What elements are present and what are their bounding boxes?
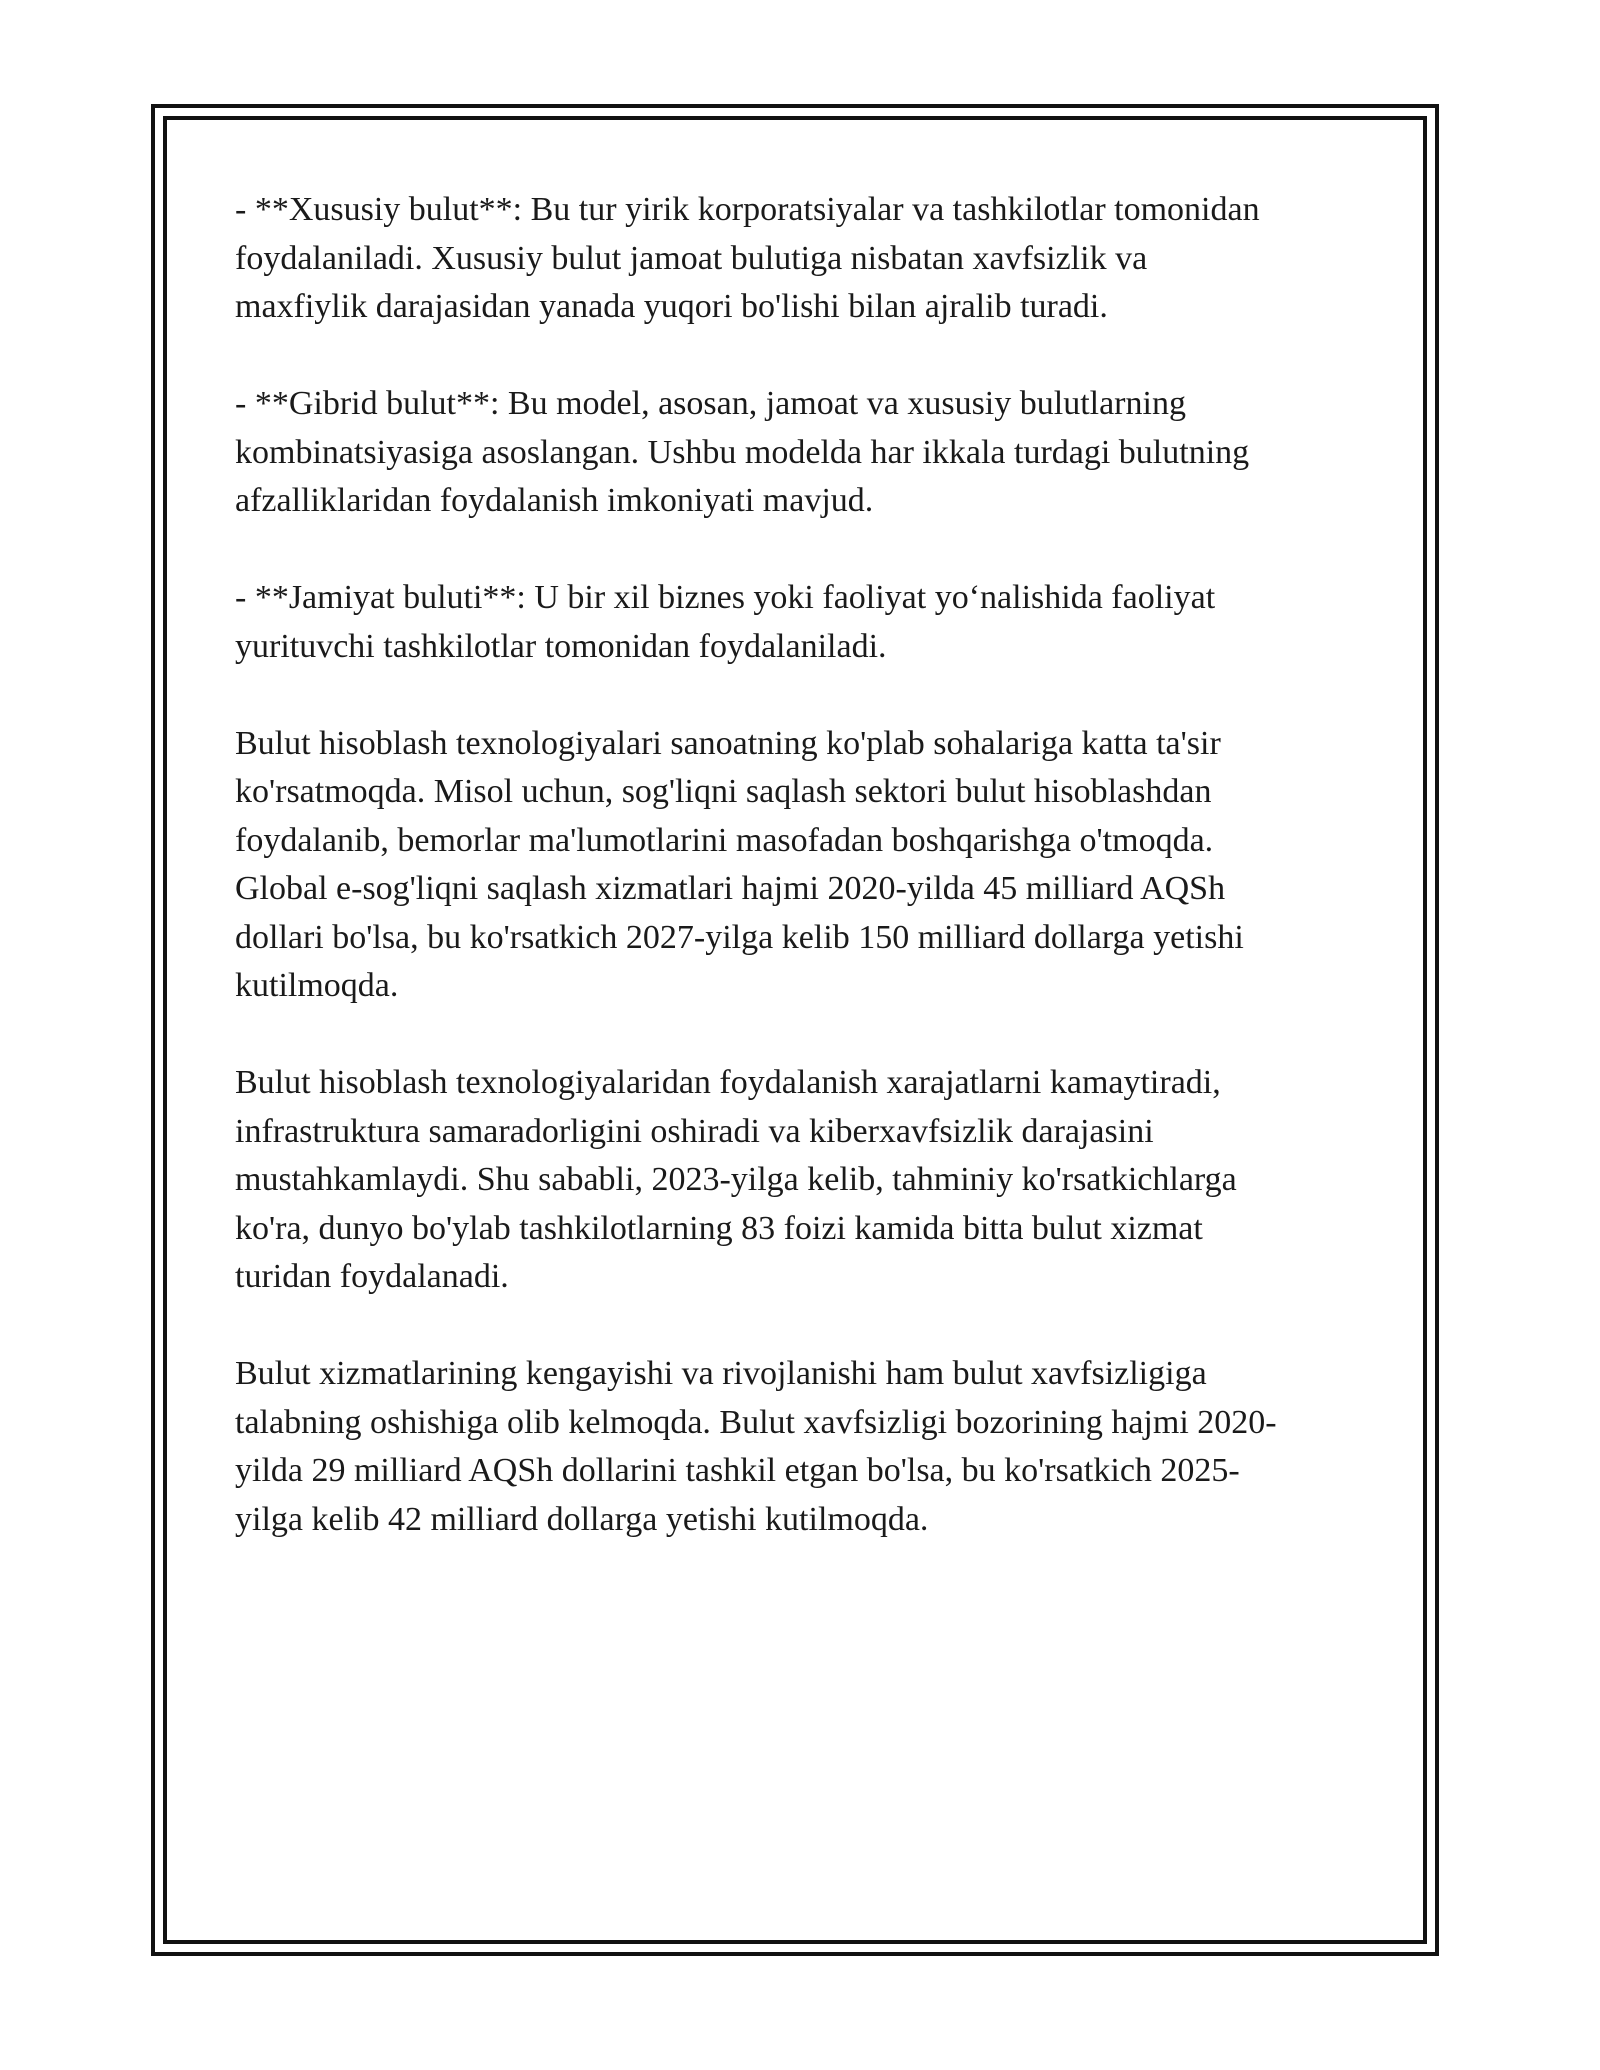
document-body [235, 186, 1365, 1593]
paragraph-hybrid-cloud: - **Gibrid bulut**: Bu model, asosan, jamoat va xususiy bulutlarning kombinatsiyasiga asoslangan. Ushbu modelda har ikkala turdagi bulutning afzalliklaridan foydalanish imkoniyati mavjud. [235, 385, 1250, 519]
paragraph-cloud-security: Bulut xizmatlarining kengayishi va rivojlanishi ham bulut xavfsizligiga talabning oshishiga olib kelmoqda. Bulut xavfsizligi bozorining hajmi 2020- yilda 29 milliard AQSh dollarini tashkil etgan bo'lsa, bu ko'rsatkich 2025- yilga kelib 42 milliard dollarga yetishi kutilmoqda. [235, 1355, 1277, 1538]
paragraph-cost-benefits: Bulut hisoblash texnologiyalaridan foydalanish xarajatlarni kamaytiradi, infrastruktura samaradorligini oshiradi va kiberxavfsizlik darajasini mustahkamlaydi. Shu sababli, 2023-yilga kelib, tahminiy ko'rsatkichlarga ko'ra, dunyo bo'ylab tashkilotlarning 83 foizi kamida bitta bulut xizmat turidan foydalanadi. [235, 1064, 1237, 1295]
paragraph-community-cloud: - **Jamiyat buluti**: U bir xil biznes yoki faoliyat yo‘nalishida faoliyat yurituvchi tashkilotlar tomonidan foydalaniladi. [235, 579, 1216, 665]
paragraph-private-cloud: - **Xususiy bulut**: Bu tur yirik korporatsiyalar va tashkilotlar tomonidan foydalaniladi. Xususiy bulut jamoat bulutiga nisbatan xavfsizlik va maxfiylik darajasidan yanada yuqori bo'lishi bilan ajralib turadi. [235, 191, 1260, 325]
paragraph-industry-impact: Bulut hisoblash texnologiyalari sanoatning ko'plab sohalariga katta ta'sir ko'rsatmoqda. Misol uchun, sog'liqni saqlash sektori bulut hisoblashdan foydalanib, bemorlar ma'lumotlarini masofadan boshqarishga o'tmoqda. Global e-sog'liqni saqlash xizmatlari hajmi 2020-yilda 45 milliard AQSh dollari bo'lsa, bu ko'rsatkich 2027-yilga kelib 150 milliard dollarga yetishi kutilmoqda. [235, 724, 1244, 1004]
